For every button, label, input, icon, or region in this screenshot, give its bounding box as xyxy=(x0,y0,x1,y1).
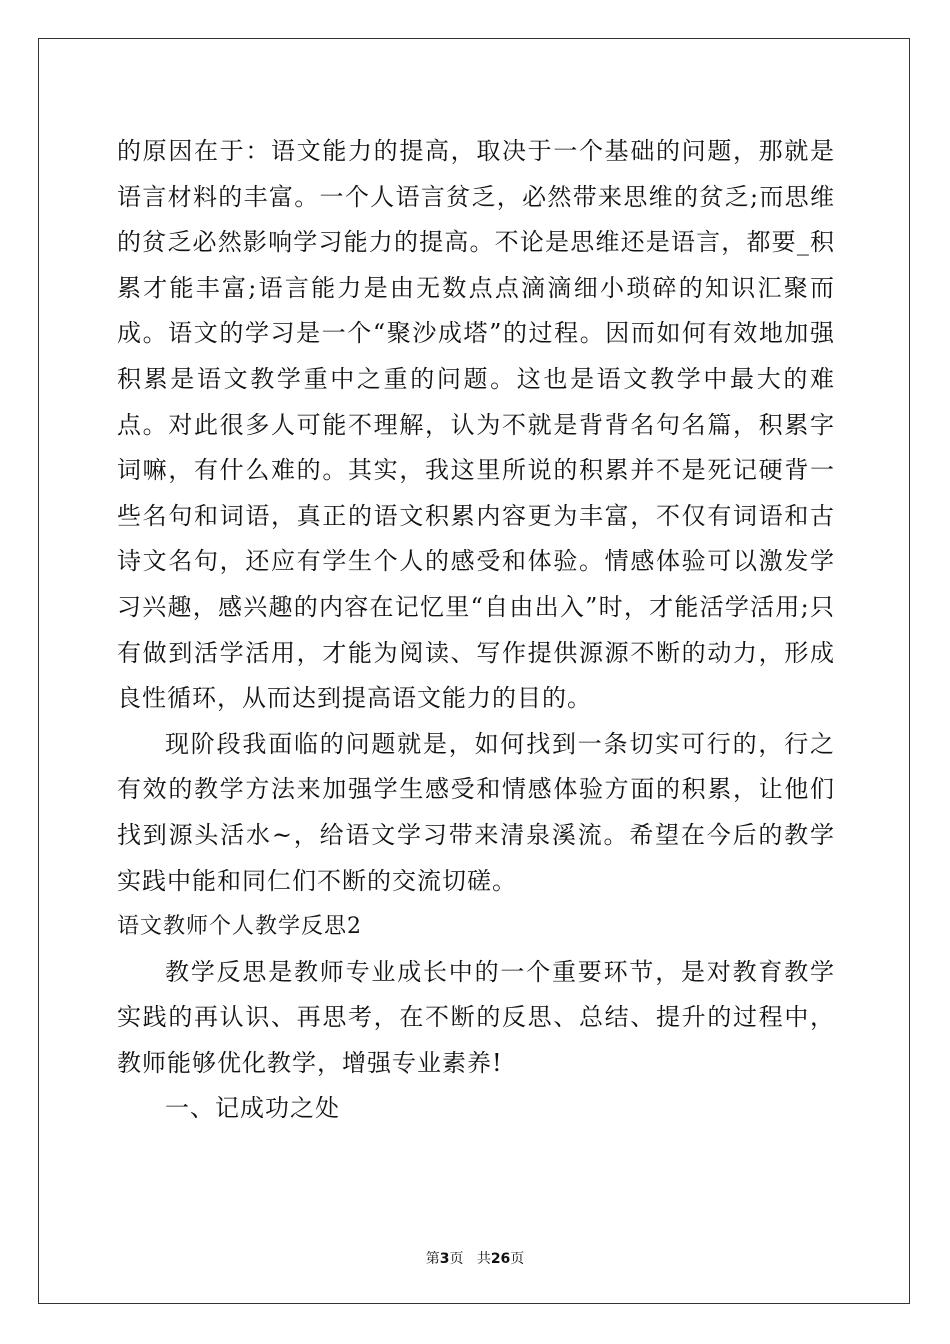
subsection-heading: 一、记成功之处 xyxy=(165,1094,340,1123)
document-body xyxy=(117,129,835,1132)
total-prefix: 共 xyxy=(476,1251,491,1267)
page-number: 3 xyxy=(439,1251,450,1267)
total-suffix: 页 xyxy=(510,1251,525,1267)
paragraph-continued: 的原因在于：语文能力的提高，取决于一个基础的问题，那就是语言材料的丰富。一个人语言贫乏，必然带来思维的贫乏;而思维的贫乏必然影响学习能力的提高。不论是思维还是语言，都要_积累才能丰富;语言能力是由无数点点滴滴细小琐碎的知识汇聚而成。语文的学习是一个“聚沙成塔”的过程。因而如何有效地加强积累是语文教学重中之重的问题。这也是语文教学中最大的难点。对此很多人可能不理解，认为不就是背背名句名篇，积累字词嘛，有什么难的。其实，我这里所说的积累并不是死记硬背一些名句和词语，真正的语文积累内容更为丰富，不仅有词语和古诗文名句，还应有学生个人的感受和体验。情感体验可以激发学习兴趣，感兴趣的内容在记忆里“自由出入”时，才能活学活用;只有做到活学活用，才能为阅读、写作提供源源不断的动力，形成良性循环，从而达到提高语文能力的目的。 xyxy=(117,137,835,713)
total-pages: 26 xyxy=(490,1251,511,1267)
page-footer xyxy=(0,1248,950,1268)
page-prefix: 第 xyxy=(425,1251,440,1267)
paragraph: 教学反思是教师专业成长中的一个重要环节，是对教育教学实践的再认识、再思考，在不断的反思、总结、提升的过程中，教师能够优化教学，增强专业素养! xyxy=(117,957,835,1077)
section-title: 语文教师个人教学反思2 xyxy=(117,914,362,940)
page-suffix: 页 xyxy=(449,1251,464,1267)
paragraph: 现阶段我面临的问题就是，如何找到一条切实可行的，行之有效的教学方法来加强学生感受和情感体验方面的积累，让他们找到源头活水~，给语文学习带来清泉溪流。希望在今后的教学实践中能和同仁们不断的交流切磋。 xyxy=(117,729,835,895)
